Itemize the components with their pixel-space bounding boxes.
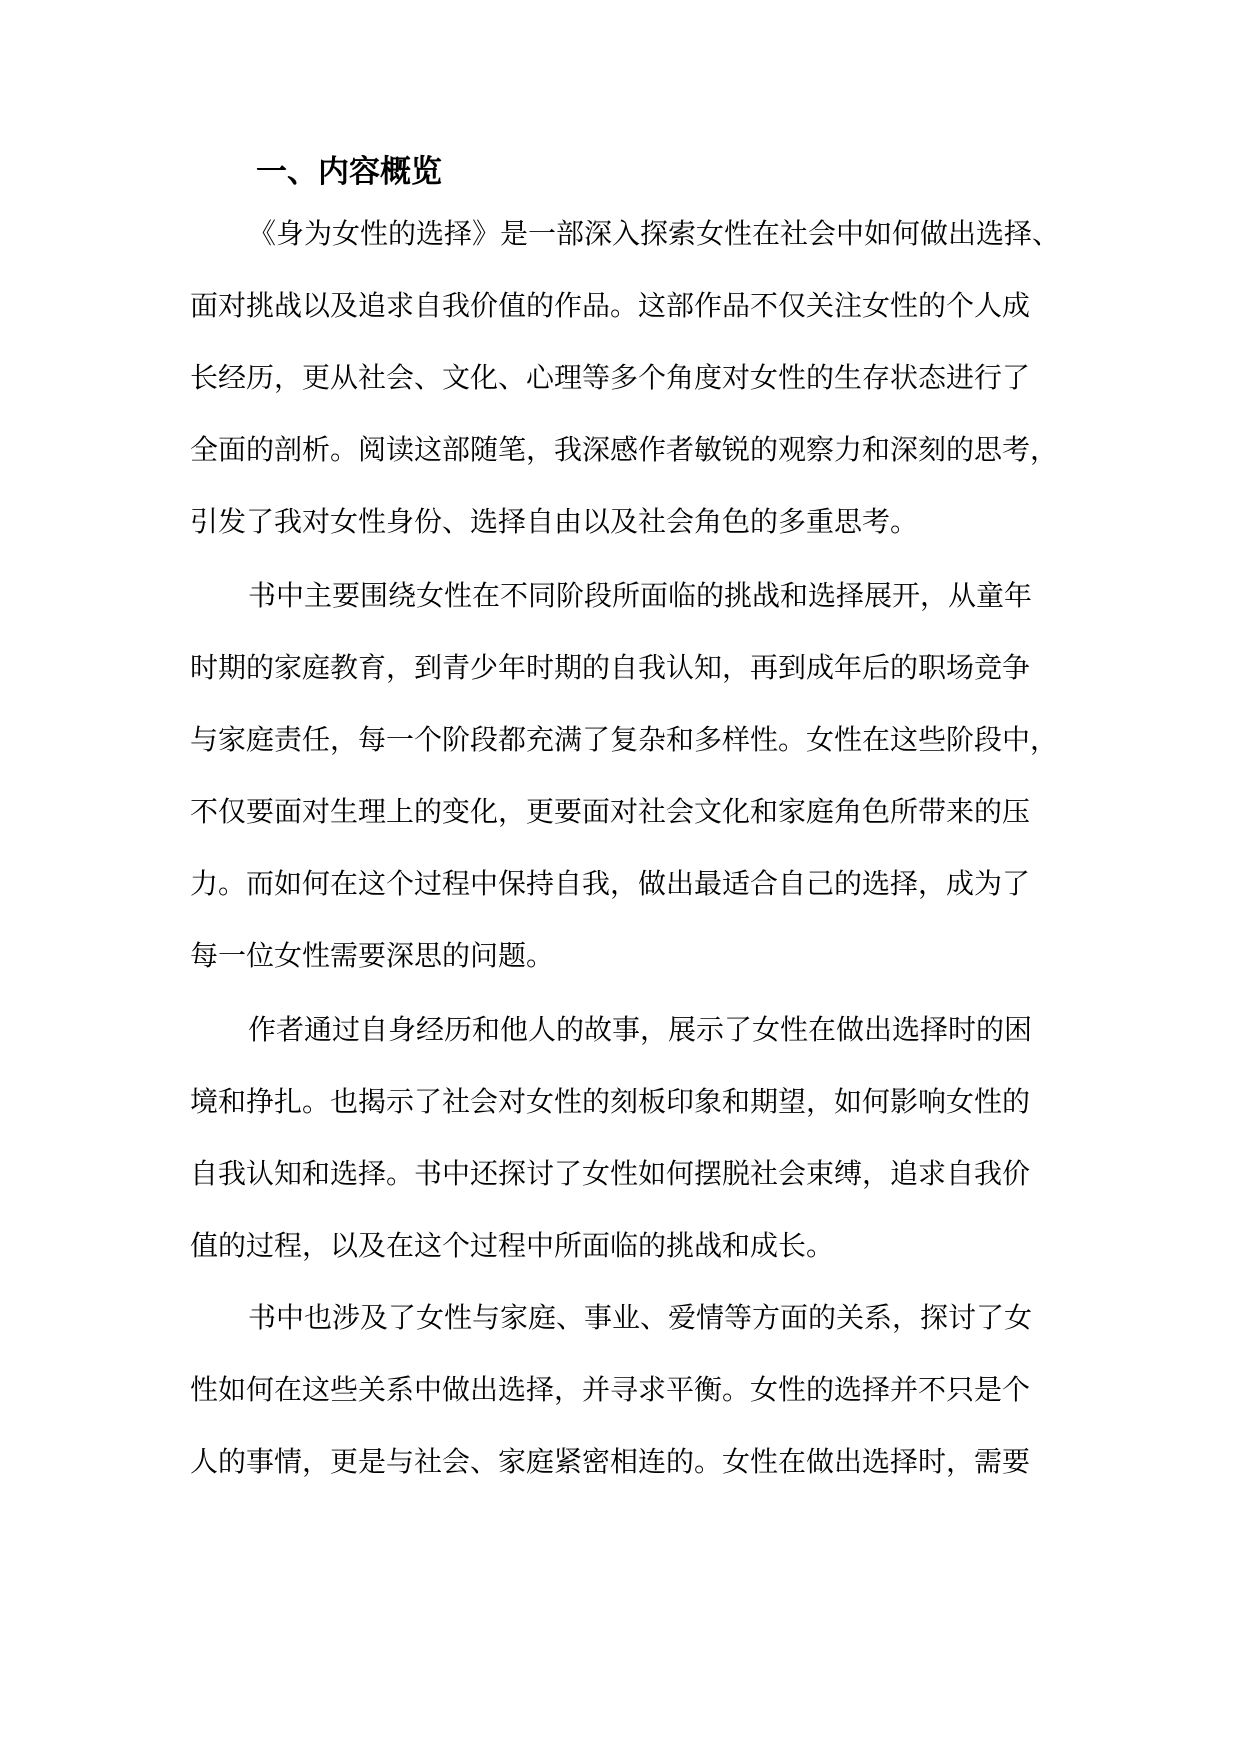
- text-line: 面对挑战以及追求自我价值的作品。这部作品不仅关注女性的个人成: [190, 289, 1031, 322]
- text-line: 全面的剖析。阅读这部随笔，我深感作者敏锐的观察力和深刻的思考，: [190, 433, 1059, 466]
- text-line: 与家庭责任，每一个阶段都充满了复杂和多样性。女性在这些阶段中，: [190, 723, 1059, 756]
- text-line: 性如何在这些关系中做出选择，并寻求平衡。女性的选择并不只是个: [190, 1373, 1031, 1406]
- text-line: 不仅要面对生理上的变化，更要面对社会文化和家庭角色所带来的压: [190, 795, 1031, 828]
- text-line: 长经历，更从社会、文化、心理等多个角度对女性的生存状态进行了: [190, 361, 1031, 394]
- text-line: 值的过程，以及在这个过程中所面临的挑战和成长。: [190, 1229, 835, 1262]
- text-line: 人的事情，更是与社会、家庭紧密相连的。女性在做出选择时，需要: [190, 1445, 1031, 1478]
- text-line: 每一位女性需要深思的问题。: [190, 939, 555, 972]
- text-line: 时期的家庭教育，到青少年时期的自我认知，再到成年后的职场竞争: [190, 651, 1031, 684]
- text-line: 书中也涉及了女性与家庭、事业、爱情等方面的关系，探讨了女: [248, 1301, 1033, 1334]
- text-line: 作者通过自身经历和他人的故事，展示了女性在做出选择时的困: [248, 1013, 1033, 1046]
- text-line: 境和挣扎。也揭示了社会对女性的刻板印象和期望，如何影响女性的: [190, 1085, 1031, 1118]
- text-line: 自我认知和选择。书中还探讨了女性如何摆脱社会束缚，追求自我价: [190, 1157, 1031, 1190]
- text-line: 引发了我对女性身份、选择自由以及社会角色的多重思考。: [190, 505, 919, 538]
- text-line: 《身为女性的选择》是一部深入探索女性在社会中如何做出选择、: [248, 217, 1061, 250]
- section-heading: 一、内容概览: [256, 154, 442, 190]
- text-line: 力。而如何在这个过程中保持自我，做出最适合自己的选择，成为了: [190, 867, 1031, 900]
- text-line: 书中主要围绕女性在不同阶段所面临的挑战和选择展开，从童年: [248, 579, 1033, 612]
